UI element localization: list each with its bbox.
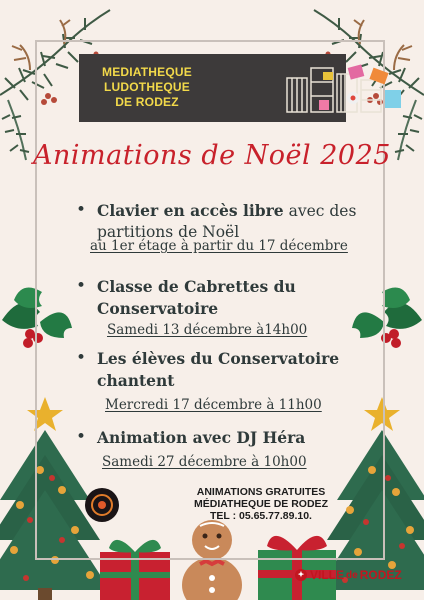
- event-name-bold: Les élèves du Conservatoire chantent: [97, 349, 340, 390]
- header-line: MEDIATHEQUE: [102, 65, 192, 79]
- event-name-bold: Clavier en accès libre: [97, 201, 284, 220]
- event-date: Samedi 13 décembre à14h00: [107, 322, 308, 338]
- event-name-bold: Animation avec DJ Héra: [97, 428, 306, 447]
- ville-de-rodez-logo: [295, 566, 402, 584]
- event-name: [97, 200, 367, 243]
- bullet-dot-icon: •: [76, 200, 87, 220]
- mediatheque-header: [79, 54, 346, 122]
- header-line: DE RODEZ: [115, 95, 179, 109]
- footer-info: [176, 486, 346, 522]
- event-name: [97, 348, 367, 392]
- event-date: au 1er étage à partir du 17 décembre: [90, 238, 348, 254]
- logo-ville: VILLE: [310, 568, 345, 582]
- bullet-dot-icon: •: [76, 276, 87, 296]
- bullet-dot-icon: •: [76, 427, 87, 447]
- logo-city: RODEZ: [359, 568, 402, 582]
- event-date: Samedi 27 décembre à 10h00: [102, 454, 307, 470]
- conservatoire-logo-mark: [85, 488, 119, 522]
- event-name-bold: Classe de Cabrettes du Conservatoire: [97, 277, 296, 318]
- footer-line: TEL : 05.65.77.89.10.: [210, 510, 312, 522]
- page-title: Animations de Noël 2025: [33, 140, 391, 171]
- event-name: [97, 427, 367, 449]
- conservatoire-logo: [85, 488, 119, 522]
- footer-line: MÉDIATHEQUE DE RODEZ: [194, 498, 328, 510]
- header-line: LUDOTHEQUE: [104, 80, 190, 94]
- event-date: Mercredi 17 décembre à 11h00: [105, 397, 322, 413]
- event-name-rest: avec des partitions de Noël: [97, 202, 357, 241]
- logo-de: de: [346, 569, 358, 581]
- rodez-emblem-icon: ✦: [295, 569, 307, 581]
- bookshelf-illustration: [283, 60, 408, 116]
- event-name: [97, 276, 367, 320]
- footer-line: ANIMATIONS GRATUITES: [196, 486, 326, 498]
- mediatheque-name: [87, 65, 207, 110]
- bullet-dot-icon: •: [76, 348, 87, 368]
